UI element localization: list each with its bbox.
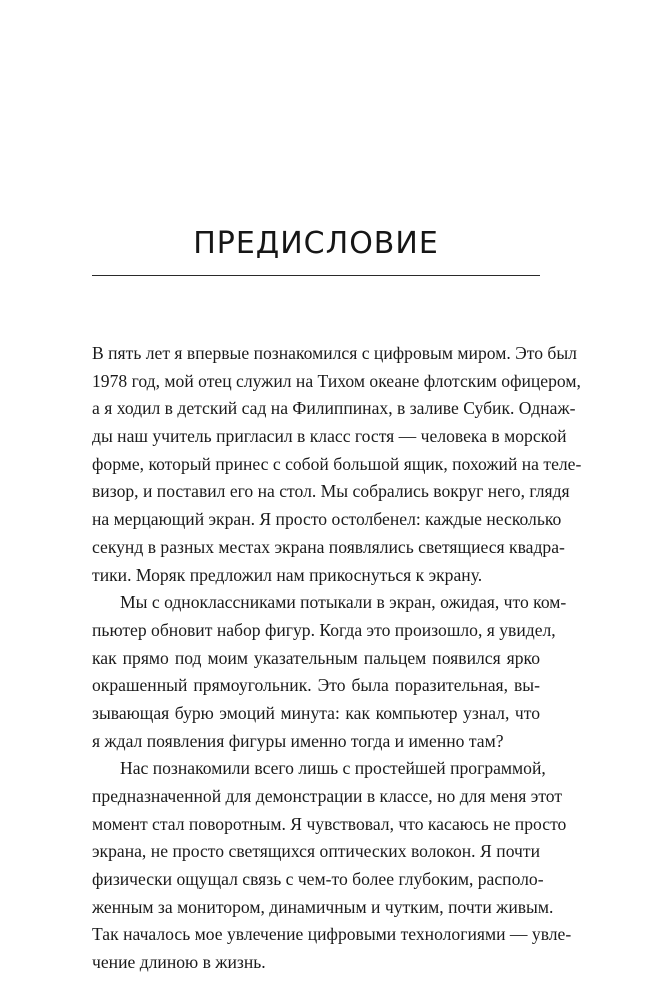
text-line: окрашенный прямоугольник. Это была поразительная, вы- (92, 675, 540, 696)
text-line: Мы с одноклассниками потыкали в экран, ожидая, что ком- (120, 592, 567, 613)
title-rule (92, 275, 540, 276)
text-line: В пять лет я впервые познакомился с цифровым миром. Это был (92, 343, 577, 363)
text-line: я ждал появления фигуры именно тогда и именно там? (92, 730, 504, 751)
text-line: форме, который принес с собой большой ящик, похожий на теле- (92, 453, 582, 474)
text-line: предназначенной для демонстрации в классе, но для меня этот (92, 786, 563, 806)
text-line: на мерцающий экран. Я просто остолбенел: каждые несколько (92, 509, 562, 530)
text-line: как прямо под моим указательным пальцем появился ярко (92, 647, 540, 668)
text-line: чение длиною в жизнь. (92, 952, 266, 973)
text-line: визор, и поставил его на стол. Мы собрались вокруг него, глядя (92, 481, 570, 502)
paragraph-2 (92, 589, 567, 755)
text-line: момент стал поворотным. Я чувствовал, что касаюсь не просто (92, 813, 567, 834)
text-line: Так началось мое увлечение цифровыми технологиями — увле- (92, 924, 572, 945)
text-line: экрана, не просто светящихся оптических волокон. Я почти (92, 841, 540, 862)
text-line: ды наш учитель пригласил в класс гостя — человека в морской (92, 426, 567, 447)
text-line: физически ощущал связь с чем-то более глубоким, располо- (92, 869, 544, 890)
body-text (92, 340, 582, 977)
text-line: зывающая бурю эмоций минута: как компьютер узнал, что (92, 702, 540, 723)
paragraph-1 (92, 340, 582, 589)
text-line: женным за монитором, динамичным и чутким, почти живым. (92, 896, 554, 917)
text-line: Нас познакомили всего лишь с простейшей программой, (120, 758, 546, 779)
chapter-title: ПРЕДИСЛОВИЕ (193, 226, 439, 261)
paragraph-3 (92, 755, 572, 977)
text-line: 1978 год, мой отец служил на Тихом океане флотским офицером, (92, 370, 581, 391)
text-line: а я ходил в детский сад на Филиппинах, в заливе Субик. Однаж- (92, 398, 576, 419)
text-line: пьютер обновит набор фигур. Когда это произошло, я увидел, (92, 619, 556, 640)
text-line: тики. Моряк предложил нам прикоснуться к экрану. (92, 564, 483, 585)
text-line: секунд в разных местах экрана появлялись светящиеся квадра- (92, 536, 565, 557)
